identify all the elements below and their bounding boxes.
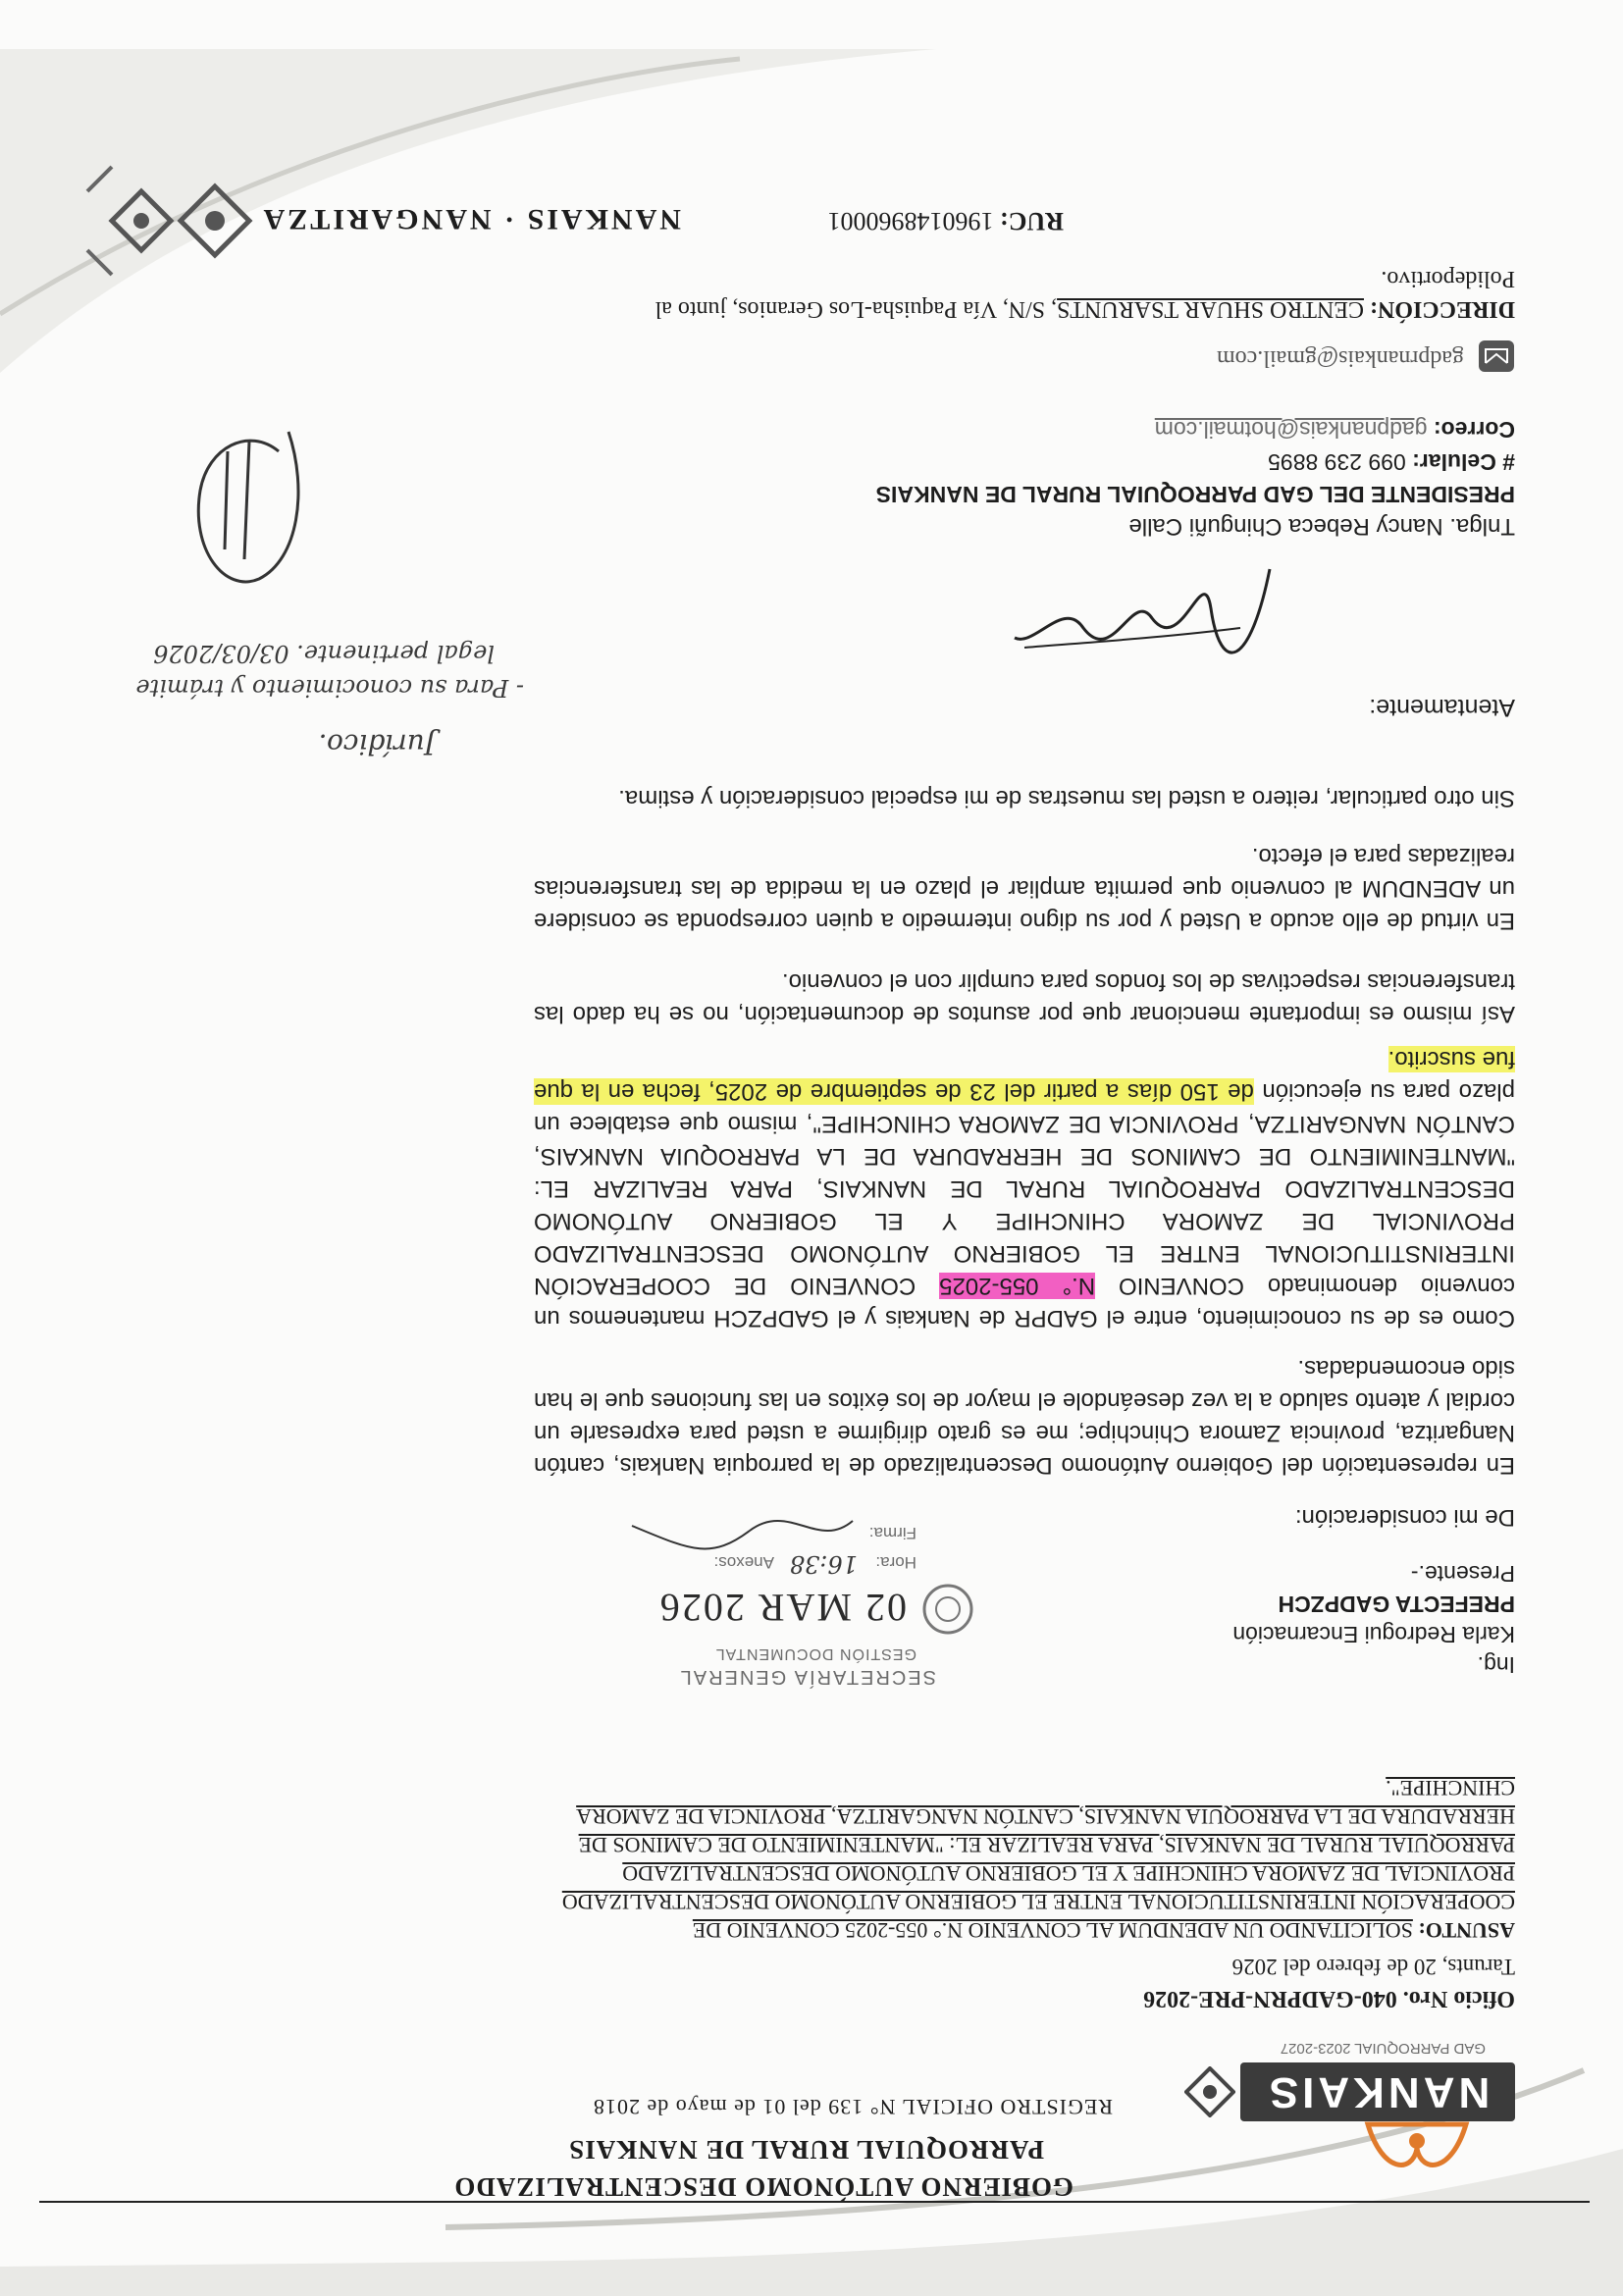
handwritten-note-juridico: Jurídico. bbox=[318, 728, 436, 760]
closing: Atentamente: bbox=[1369, 694, 1515, 721]
paragraph-2-part-a: Como es de su conocimiento, entre el GADPR de Nankais y el GADPZCH mantenemos un convenio denominado CONVENIO bbox=[534, 1273, 1515, 1331]
place-date: Tarunts, 20 de febrero del 2026 bbox=[1231, 1955, 1515, 1979]
footer-address bbox=[357, 263, 1515, 324]
office-number: Oficio Nro. 040-GADPRN-PRE-2026 bbox=[1143, 1986, 1515, 2011]
stamp-hora-label: Hora: bbox=[875, 1553, 916, 1572]
recipient-name: Karla Redrogui Encarnación bbox=[1232, 1622, 1515, 1647]
paragraph-1: En representación del Gobierno Autónomo Descentralizado de la parroquia Nankais, cantón Nangaritza, provincia Zamora Chinchipe; me es grato dirigirme a usted para expresarle un cordial y atento saludo a la vez deseándole el mayor de los éxitos en las funciones que le han sido encomendadas. bbox=[534, 1355, 1515, 1479]
logo-diamond-icon bbox=[1184, 2066, 1235, 2117]
paragraph-5: Sin otro particular, reitero a usted las muestras de mi especial consideración y estima. bbox=[618, 785, 1515, 811]
salutation: De mi consideración: bbox=[1294, 1504, 1515, 1531]
plazo-highlight: de 150 días a partir del 23 de septiembre de 2025, fecha en la que fue suscrito. bbox=[534, 1046, 1515, 1105]
signature-scribble bbox=[1005, 549, 1280, 687]
nankais-logo bbox=[1162, 2031, 1515, 2178]
email-value: gadpnankais@hotmail.com bbox=[1154, 417, 1428, 443]
signer-email-line bbox=[1155, 416, 1515, 443]
paragraph-4: En virtud de ello acudo a Usted y por su digno intermedio a quien corresponda se considere un ADENDUM al convenio que permita ampliar el plazo en la medida de las transferencias realizadas para el efecto. bbox=[534, 843, 1515, 934]
signer-name: Tnlga. Nancy Rebeca Chinguñi Calle bbox=[1128, 513, 1515, 540]
stamp-initials-scribble bbox=[622, 1491, 858, 1560]
footer-ruc bbox=[828, 206, 1065, 235]
org-name-line1: GOBIERNO AUTÓNOMO DESCENTRALIZADO bbox=[453, 2172, 1073, 2202]
subject-line-1 bbox=[495, 1916, 1515, 1945]
paragraph-2-part-c: CONVENIO DE COOPERACIÓN INTERINSTITUCIONAL ENTRE EL GOBIERNO AUTÓNOMO DESCENTRALIZADO PROVINCIAL DE ZAMORA CHINCHIPE Y EL GOBIERNO AUTÓNOMO DESCENTRALIZADO PARROQUIAL RURAL DE NANKAIS, PARA REALIZAR EL: "MANTENIMIENTO DE CAMINOS DE HERRADURA DE LA PARROQUIA NANKAIS, CANTÓN NANGARITZA, PROVINCIA DE ZAMORA CHINCHIPE", mismo que establece un plazo para su ejecución bbox=[534, 1078, 1515, 1299]
phone-label: # Celular: bbox=[1412, 449, 1515, 475]
address-line2: Polideportivo. bbox=[1381, 266, 1515, 291]
address-rest: , S/N, Vía Paquisha-Los Geranios, junto al bbox=[654, 296, 1058, 322]
stamp-firma-label: Firma: bbox=[868, 1524, 916, 1542]
stamp-date: 02 MAR 2026 bbox=[657, 1586, 907, 1630]
recipient-presente: Presente.- bbox=[1410, 1561, 1515, 1587]
footer-pattern-icon bbox=[82, 147, 259, 294]
phone-value: 099 239 8895 bbox=[1268, 449, 1406, 475]
stamp-hora: 16:38 bbox=[789, 1550, 858, 1578]
stamp-seal-icon bbox=[920, 1582, 975, 1637]
subject-block bbox=[495, 1774, 1515, 1945]
address-label: DIRECCIÓN: bbox=[1369, 296, 1515, 322]
signer-title: PRESIDENTE DEL GAD PARROQUIAL RURAL DE NANKAIS bbox=[875, 482, 1515, 507]
handwritten-initials-scribble bbox=[161, 422, 318, 589]
paragraph-2 bbox=[534, 1043, 1515, 1334]
paragraph-3: Así mismo es importante mencionar que por asuntos de documentación, no se ha dado las transferencias respectivas de los fondos para cumplir con el convenio. bbox=[534, 968, 1515, 1027]
org-name-line2: PARROQUIAL RURAL DE NANKAIS bbox=[568, 2135, 1044, 2165]
ruc-label: RUC: bbox=[1000, 207, 1064, 235]
subject-text-4: PARROQUIAL RURAL DE NANKAIS, PARA REALIZAR EL: "MANTENIMIENTO DE CAMINOS DE bbox=[578, 1833, 1515, 1857]
logo-subtitle: GAD PARROQUIAL 2023-2027 bbox=[1280, 2040, 1486, 2057]
subject-text-2: COOPERACIÓN INTERINSTITUCIONAL ENTRE EL GOBIERNO AUTÓNOMO DESCENTRALIZADO bbox=[561, 1890, 1515, 1914]
stamp-anexos-label: Anexos: bbox=[713, 1553, 774, 1572]
convenio-number-highlight: N.° 055-2025 bbox=[939, 1273, 1096, 1299]
stamp-entity: SECRETARÍA GENERAL bbox=[678, 1666, 936, 1688]
recipient-position: PREFECTA GADPZCH bbox=[1278, 1592, 1515, 1617]
footer-mail: gadprnankais@gmail.com bbox=[1216, 345, 1464, 371]
handwritten-note-tramite: - Para su conocimiento y trámite bbox=[135, 674, 524, 702]
subject-text-6: CHINCHIPE". bbox=[1386, 1776, 1515, 1800]
subject-text-1: SOLICITANDO UN ADENDUM AL CONVENIO N.° 055-2025 CONVENIO DE bbox=[692, 1918, 1413, 1943]
mail-icon bbox=[1478, 339, 1515, 373]
subject-label: ASUNTO: bbox=[1418, 1918, 1515, 1943]
recipient-block bbox=[1232, 1558, 1515, 1680]
signer-phone-line bbox=[1268, 448, 1515, 475]
footer-brand: NANKAIS · NANGARITZA bbox=[260, 203, 681, 235]
subject-text-5: HERRADURA DE LA PARROQUIA NANKAIS, CANTÓN NANGARITZA, PROVINCIA DE ZAMORA bbox=[576, 1804, 1515, 1829]
recipient-title: Ing. bbox=[1477, 1652, 1515, 1678]
email-label: Correo: bbox=[1433, 417, 1515, 443]
ruc-value: 1960148960001 bbox=[827, 207, 994, 235]
reception-stamp bbox=[583, 1501, 995, 1707]
logo-wordmark: NANKAIS bbox=[1240, 2062, 1515, 2121]
handwritten-note-legal: legal pertinente. 03/03/2026 bbox=[153, 640, 495, 667]
subject-text-3: PROVINCIAL DE ZAMORA CHINCHIPE Y EL GOBIERNO AUTÓNOMO DESCENTRALIZADO bbox=[622, 1861, 1515, 1886]
stamp-sub: GESTIÓN DOCUMENTAL bbox=[714, 1645, 916, 1662]
registry-line: REGISTRO OFICIAL N° 139 del 01 de mayo de 2018 bbox=[593, 2095, 1113, 2119]
scan-edge-line bbox=[39, 2201, 1590, 2203]
address-underlined: CENTRO SHUAR TSARUNTS bbox=[1057, 296, 1364, 322]
logo-emblem-icon bbox=[1358, 2119, 1476, 2178]
